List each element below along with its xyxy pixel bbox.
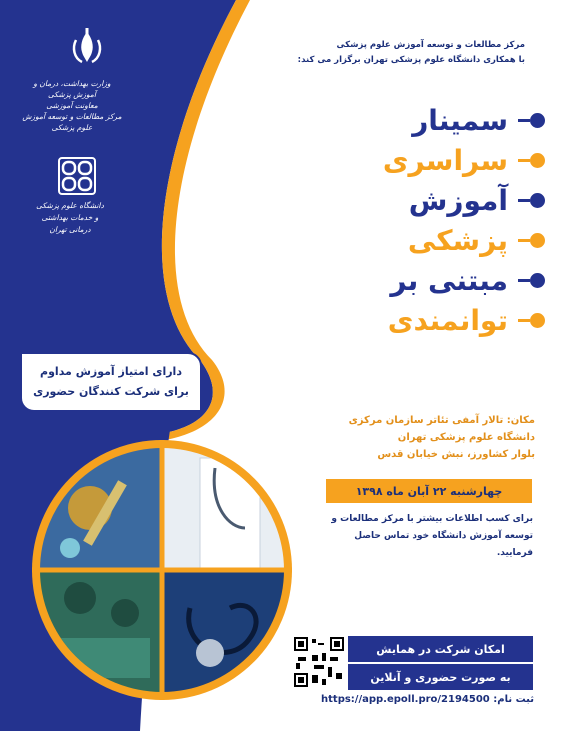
bullet-dot-icon <box>518 153 545 168</box>
registration-link[interactable]: https://app.epoll.pro/2194500 <box>321 694 490 705</box>
registration-label: ثبت نام: <box>493 694 534 705</box>
medical-photo-collage <box>30 438 294 702</box>
info-line2: توسعه آموزش دانشگاه خود تماس حاصل <box>354 531 533 541</box>
attendance-box-1 <box>348 636 533 662</box>
event-date: چهارشنبه ۲۲ آبان ماه ۱۳۹۸ <box>355 484 503 498</box>
title-text-1: سمینار <box>412 104 508 137</box>
university-logo-icon <box>58 157 96 195</box>
info-text <box>315 511 533 562</box>
title-line-1 <box>412 104 545 137</box>
bullet-dot-icon <box>518 273 545 288</box>
university-line1: دانشگاه علوم پزشکی <box>36 201 104 210</box>
attendance-box-2 <box>348 664 533 690</box>
venue-line2: دانشگاه علوم پزشکی تهران <box>397 432 535 443</box>
title-text-5: مبتنی بر <box>390 264 508 297</box>
ministry-text <box>22 78 122 133</box>
university-line2: و خدمات بهداشتی درمانی تهران <box>41 213 99 234</box>
organizer-line1: مرکز مطالعات و توسعه آموزش علوم پزشکی <box>336 40 525 50</box>
title-text-6: توانمندی <box>387 304 508 337</box>
ministry-line3: مرکز مطالعات و توسعه آموزش علوم پزشکی <box>22 112 122 132</box>
venue-text <box>315 412 535 463</box>
bullet-dot-icon <box>518 233 545 248</box>
info-line1: برای کسب اطلاعات بیشتر با مرکز مطالعات و <box>331 514 533 524</box>
title-line-2 <box>383 144 545 177</box>
title-text-2: سراسری <box>382 144 508 177</box>
qr-code[interactable] <box>294 637 344 687</box>
title-line-5 <box>390 264 545 297</box>
bullet-dot-icon <box>518 313 545 328</box>
title-line-4 <box>408 224 545 257</box>
bullet-dot-icon <box>518 113 545 128</box>
organizer-line2: با همکاری دانشگاه علوم پزشکی تهران برگزار می کند: <box>297 55 525 65</box>
organizer-text <box>265 38 525 68</box>
ministry-line2: معاونت آموزشی <box>46 101 98 110</box>
attendance-line2: به صورت حضوری و آنلاین <box>370 670 511 684</box>
title-text-4: پزشکی <box>407 224 508 257</box>
title-line-6 <box>388 304 545 337</box>
cme-badge <box>20 352 202 412</box>
attendance-line1: امکان شرکت در همایش <box>376 642 505 656</box>
info-line3: فرمایید. <box>496 548 533 558</box>
venue-line1: مکان: تالار آمفی تئاتر سازمان مرکزی <box>348 415 535 426</box>
university-text <box>30 200 110 236</box>
badge-line2: برای شرکت کنندگان حضوری <box>33 385 189 398</box>
venue-line3: بلوار کشاورز، نبش خیابان قدس <box>377 449 535 460</box>
badge-line1: دارای امتیاز آموزش مداوم <box>40 365 182 378</box>
stethoscope-photo <box>162 570 294 702</box>
bullet-dot-icon <box>518 193 545 208</box>
title-text-3: آموزش <box>408 184 508 217</box>
surgery-photo <box>30 570 162 702</box>
title-line-3 <box>409 184 545 217</box>
ministry-line1: وزارت بهداشت، درمان و آموزش پزشکی <box>33 79 111 99</box>
emblem-icon <box>70 28 104 68</box>
registration <box>278 694 534 705</box>
date-bar <box>326 479 532 503</box>
